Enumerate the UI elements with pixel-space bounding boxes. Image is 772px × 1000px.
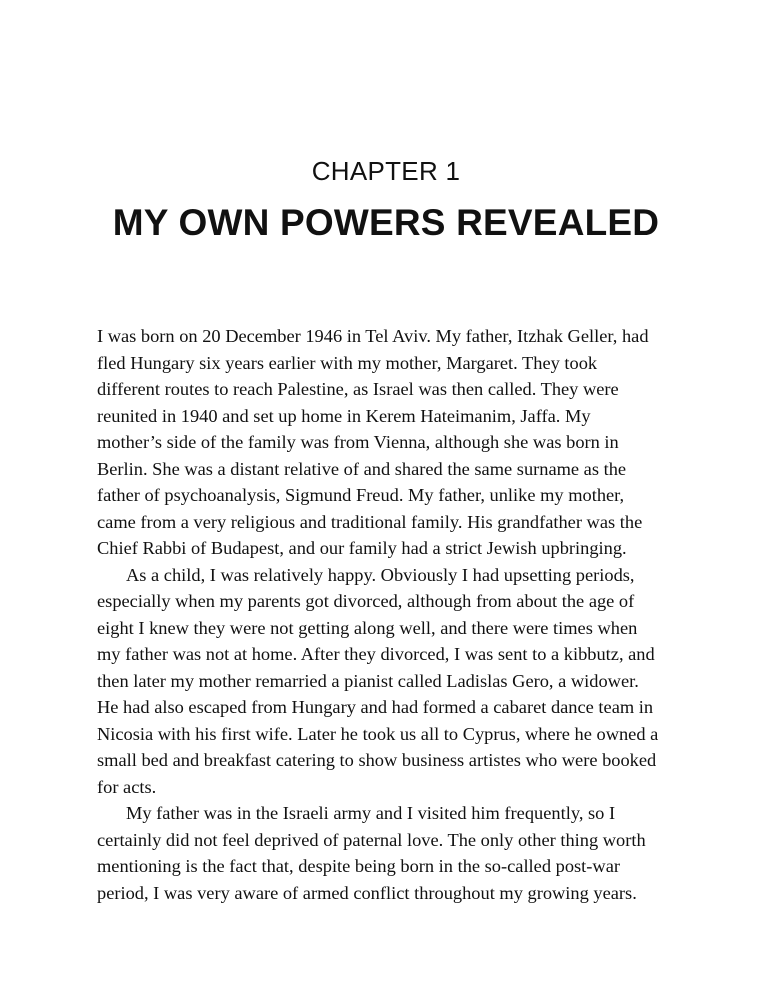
- text-line: mother’s side of the family was from Vienna, although she was born in: [97, 432, 619, 452]
- text-line: father of psychoanalysis, Sigmund Freud. My father, unlike my mother,: [97, 485, 625, 505]
- text-line: certainly did not feel deprived of paternal love. The only other thing worth: [97, 829, 646, 850]
- text-line: He had also escaped from Hungary and had formed a cabaret dance team in: [97, 697, 654, 717]
- text-line: Chief Rabbi of Budapest, and our family had a strict Jewish upbringing.: [97, 538, 627, 558]
- text-line: especially when my parents got divorced, although from about the age of: [97, 591, 635, 611]
- text-line: I was born on 20 December 1946 in Tel Aviv. My father, Itzhak Geller, had: [97, 326, 649, 346]
- text-line: reunited in 1940 and set up home in Kerem Hateimanim, Jaffa. My: [97, 405, 591, 426]
- text-line: fled Hungary six years earlier with my mother, Margaret. They took: [97, 352, 598, 373]
- text-line: My father was in the Israeli army and I visited him frequently, so I: [126, 803, 616, 823]
- paragraph-2: [97, 562, 677, 801]
- text-line: Berlin. She was a distant relative of and shared the same surname as the: [97, 458, 627, 479]
- chapter-body: [97, 323, 677, 906]
- paragraph-3: [97, 800, 677, 906]
- text-line: for acts.: [97, 776, 157, 797]
- chapter-number: CHAPTER 1: [311, 156, 461, 186]
- chapter-title: MY OWN POWERS REVEALED: [112, 202, 660, 243]
- text-line: As a child, I was relatively happy. Obviously I had upsetting periods,: [126, 564, 635, 585]
- text-line: period, I was very aware of armed conflict throughout my growing years.: [97, 882, 637, 903]
- paragraph-1: [97, 323, 677, 562]
- text-line: eight I knew they were not getting along well, and there were times when: [97, 617, 638, 638]
- text-line: my father was not at home. After they divorced, I was sent to a kibbutz, and: [97, 644, 655, 664]
- text-line: different routes to reach Palestine, as Israel was then called. They were: [97, 379, 619, 399]
- text-line: small bed and breakfast catering to show business artistes who were booked: [97, 750, 657, 770]
- text-line: then later my mother remarried a pianist called Ladislas Gero, a widower.: [97, 670, 639, 691]
- text-line: mentioning is the fact that, despite being born in the so-called post-war: [97, 856, 620, 876]
- text-line: Nicosia with his first wife. Later he took us all to Cyprus, where he owned a: [97, 723, 659, 744]
- text-line: came from a very religious and traditional family. His grandfather was the: [97, 511, 643, 532]
